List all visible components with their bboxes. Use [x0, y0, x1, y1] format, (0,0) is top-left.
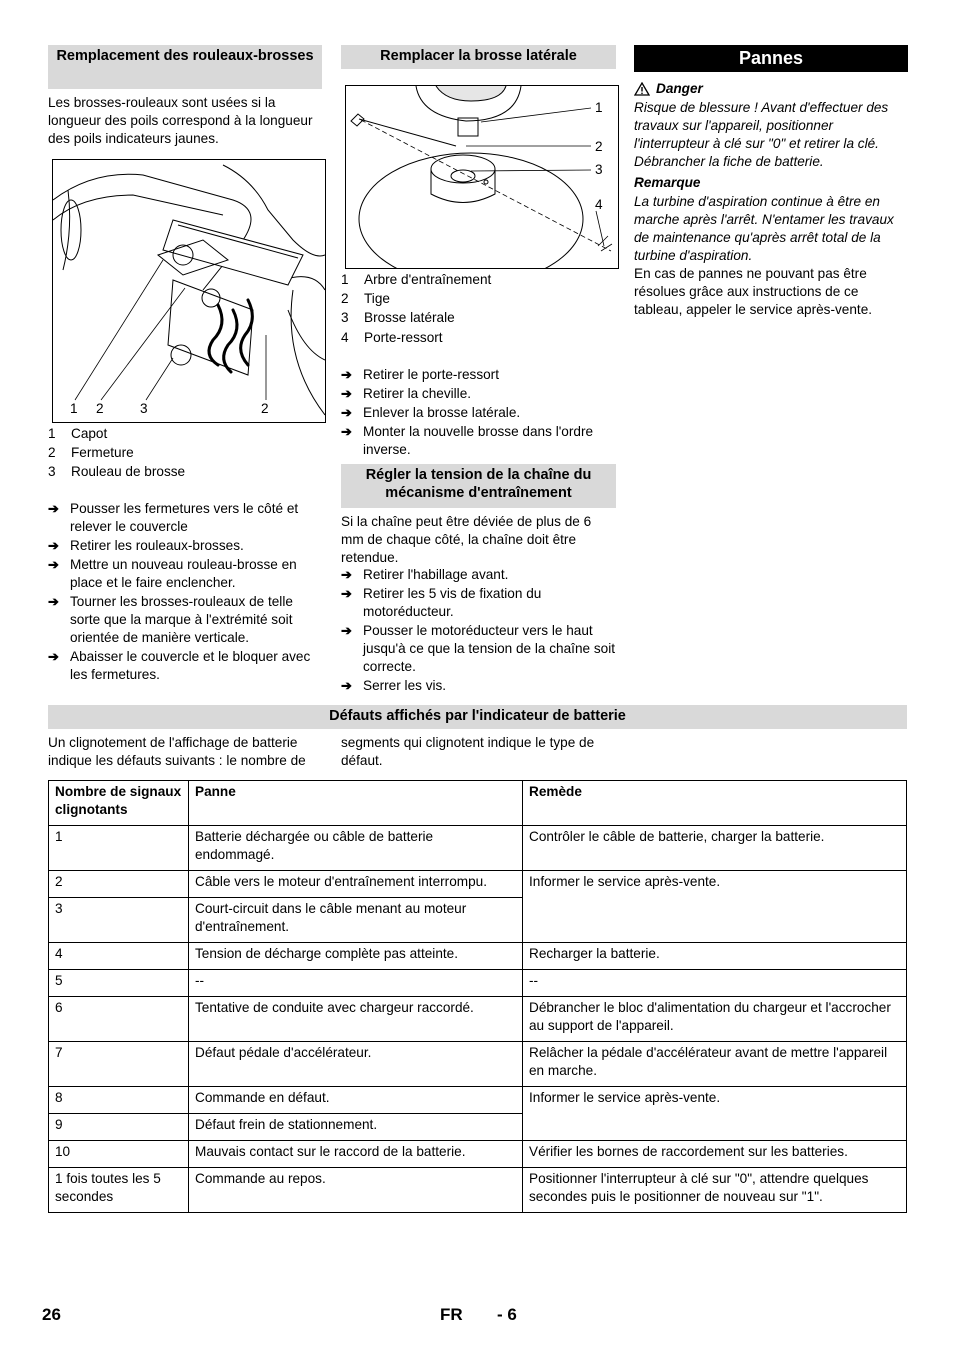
sub-page-number: - 6 [497, 1305, 517, 1324]
callout-2b: 2 [261, 401, 269, 416]
table-row: 1 Batterie déchargée ou câble de batterie endommagé. Contrôler le câble de batterie, charger la batterie. [49, 826, 907, 871]
arrow-icon: ➔ [48, 538, 59, 553]
section-heading-battery: Défauts affichés par l'indicateur de batterie [48, 705, 907, 729]
table-row: 4 Tension de décharge complète pas atteinte. Recharger la batterie. [49, 943, 907, 970]
arrow-icon: ➔ [341, 623, 352, 638]
step-item: ➔ Tourner les brosses-rouleaux de telle sorte que la marque à l'extrémité soit orientée de manière verticale. [48, 594, 293, 645]
language-code: FR [440, 1305, 463, 1324]
table-row: 1 fois toutes les 5 secondes Commande au repos. Positionner l'interrupteur à clé sur "0", attendre quelques secondes puis le positionner de nouveau sur "1". [49, 1168, 907, 1213]
legend-item: 3 Brosse latérale [341, 310, 455, 326]
table-row: 7 Défaut pédale d'accélérateur. Relâcher la pédale d'accélérateur avant de mettre l'appareil en marche. [49, 1042, 907, 1087]
step-item: ➔ Abaisser le couvercle et le bloquer avec les fermetures. [48, 649, 311, 682]
table-row: 5 -- -- [49, 970, 907, 997]
arrow-icon: ➔ [341, 586, 352, 601]
legend-item: 2 Fermeture [48, 445, 134, 461]
table-row: 6 Tentative de conduite avec chargeur raccordé. Débrancher le bloc d'alimentation du chargeur et l'accrocher au support de l'appareil. [49, 997, 907, 1042]
step-item: ➔ Monter la nouvelle brosse dans l'ordre inverse. [341, 424, 594, 457]
step-item: ➔ Retirer l'habillage avant. [341, 567, 509, 582]
brush-rollers-steps [48, 500, 324, 685]
arrow-icon: ➔ [341, 424, 352, 439]
arrow-icon: ➔ [341, 405, 352, 420]
danger-block [634, 80, 910, 319]
chain-tension-steps [341, 566, 617, 696]
step-item: ➔ Pousser le motoréducteur vers le haut jusqu'à ce que la tension de la chaîne soit correcte. [341, 623, 615, 674]
brush-rollers-illustration [53, 160, 325, 422]
step-item: ➔ Mettre un nouveau rouleau-brosse en place et le faire enclencher. [48, 557, 297, 590]
callout-2: 2 [96, 401, 104, 416]
section-heading-brush-rollers: Remplacement des rouleaux-brosses [48, 45, 322, 89]
section-heading-pannes: Pannes [634, 45, 908, 72]
remark-heading: Remarque [634, 175, 701, 190]
table-row: 8 Commande en défaut. Informer le service après-vente. [49, 1087, 907, 1114]
side-brush-illustration [346, 86, 618, 268]
battery-fault-table [48, 780, 907, 1213]
legend-item: 1 Capot [48, 426, 108, 441]
table-row: 3 Court-circuit dans le câble menant au moteur d'entraînement. [49, 898, 907, 943]
callout-1: 1 [595, 100, 603, 115]
brush-rollers-legend [48, 424, 324, 482]
danger-text: Risque de blessure ! Avant d'effectuer des travaux sur l'appareil, positionner l'interrupteur à clé sur "0" et retirer la clé. Débrancher la fiche de batterie. [634, 100, 889, 169]
section-heading-side-brush: Remplacer la brosse latérale [341, 45, 616, 69]
page-number: 26 [42, 1305, 61, 1324]
arrow-icon: ➔ [48, 649, 59, 664]
battery-intro-left: Un clignotement de l'affichage de batterie indique les défauts suivants : le nombre de [48, 735, 306, 768]
step-item: ➔ Pousser les fermetures vers le côté et relever le couvercle [48, 501, 299, 534]
danger-heading: Danger [634, 80, 910, 98]
brush-rollers-figure [52, 159, 326, 423]
side-brush-figure [345, 85, 619, 269]
step-item: ➔ Retirer les rouleaux-brosses. [48, 538, 244, 553]
step-item: ➔ Retirer le porte-ressort [341, 367, 499, 382]
arrow-icon: ➔ [48, 594, 59, 609]
warning-icon [634, 82, 650, 96]
table-row: 9 Défaut frein de stationnement. [49, 1114, 907, 1141]
arrow-icon: ➔ [341, 678, 352, 693]
info-text: En cas de pannes ne pouvant pas être résolues grâce aux instructions de ce tableau, appeler le service après-vente. [634, 266, 873, 317]
remark-text: La turbine d'aspiration continue à être en marche après l'arrêt. N'entamer les travaux de maintenance qu'après arrêt total de la turbine d'aspiration. [634, 194, 894, 263]
legend-item: 4 Porte-ressort [341, 329, 443, 345]
table-header-row [49, 781, 907, 826]
section-heading-chain-tension: Régler la tension de la chaîne du mécanisme d'entraînement [341, 464, 616, 508]
legend-item: 1 Arbre d'entraînement [341, 272, 492, 287]
column-header: Remède [523, 781, 907, 826]
column-header: Nombre de signaux clignotants [49, 781, 189, 826]
side-brush-steps [341, 366, 617, 460]
callout-3: 3 [595, 162, 603, 177]
step-item: ➔ Enlever la brosse latérale. [341, 405, 521, 420]
chain-tension-intro: Si la chaîne peut être déviée de plus de 6 mm de chaque côté, la chaîne doit être retendue. [341, 514, 592, 565]
arrow-icon: ➔ [48, 501, 59, 516]
brush-rollers-intro: Les brosses-rouleaux sont usées si la longueur des poils correspond à la longueur des poils indicateurs jaunes. [48, 95, 313, 146]
callout-2: 2 [595, 139, 603, 154]
arrow-icon: ➔ [341, 567, 352, 582]
table-row: 2 Câble vers le moteur d'entraînement interrompu. Informer le service après-vente. [49, 871, 907, 898]
step-item: ➔ Retirer la cheville. [341, 386, 472, 401]
callout-3: 3 [140, 401, 148, 416]
legend-item: 3 Rouleau de brosse [48, 464, 186, 480]
arrow-icon: ➔ [48, 557, 59, 572]
callout-1: 1 [70, 401, 78, 416]
step-item: ➔ Retirer les 5 vis de fixation du motoréducteur. [341, 586, 542, 619]
column-header: Panne [189, 781, 523, 826]
arrow-icon: ➔ [341, 367, 352, 382]
legend-item: 2 Tige [341, 291, 390, 307]
table-row: 10 Mauvais contact sur le raccord de la batterie. Vérifier les bornes de raccordement sur les batteries. [49, 1141, 907, 1168]
callout-4: 4 [595, 197, 603, 212]
arrow-icon: ➔ [341, 386, 352, 401]
battery-intro-right: segments qui clignotent indique le type de défaut. [341, 735, 595, 768]
step-item: ➔ Serrer les vis. [341, 678, 447, 693]
side-brush-legend [341, 270, 617, 347]
